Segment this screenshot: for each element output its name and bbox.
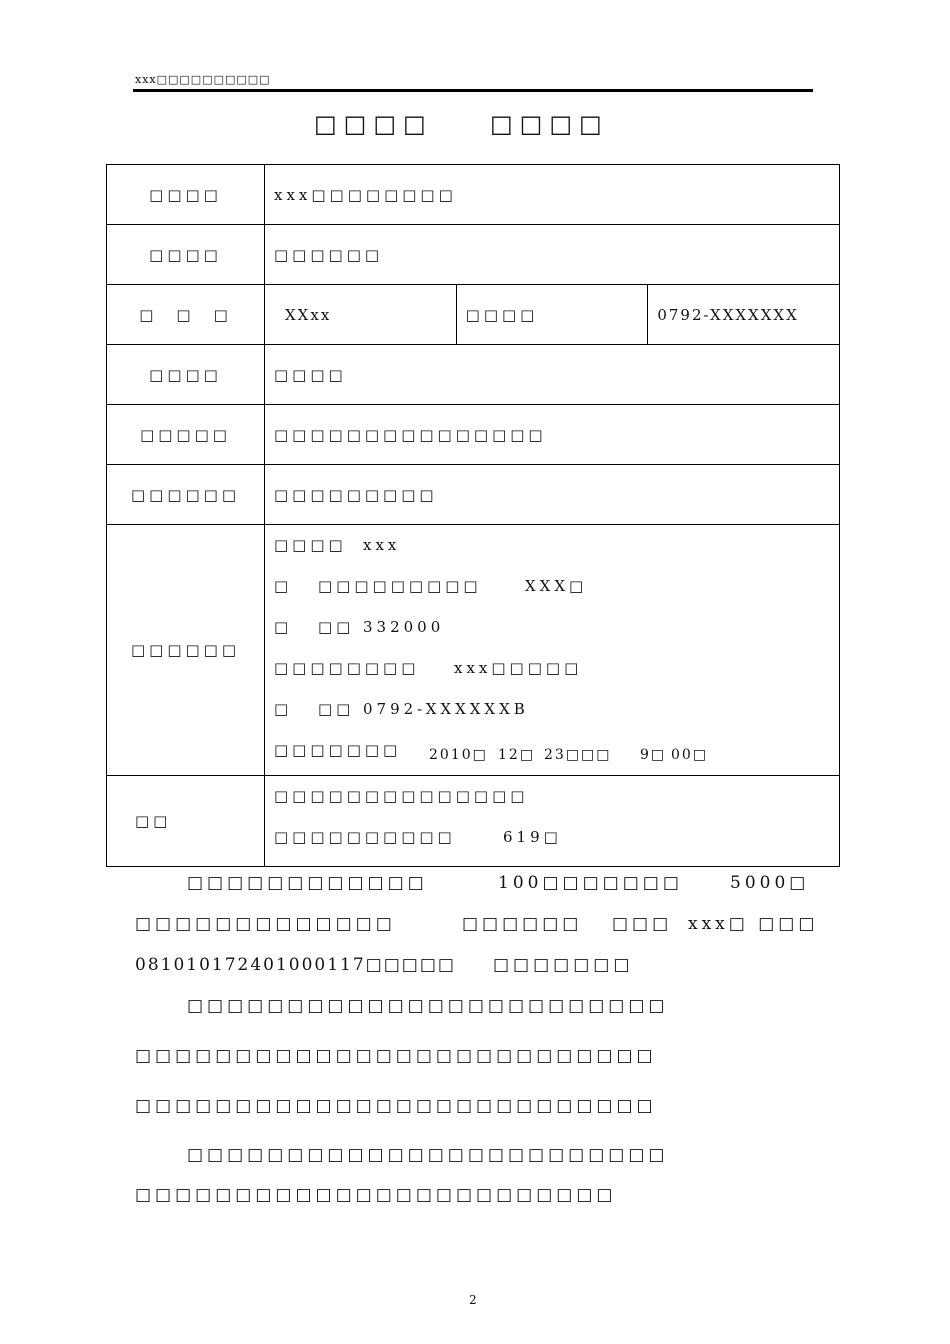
table-row bbox=[107, 345, 840, 405]
body-text: □□□□□□□□□□□□□ bbox=[135, 914, 396, 934]
table-row bbox=[107, 165, 840, 225]
info-table bbox=[106, 164, 840, 867]
row-label: □□□□□□ bbox=[107, 525, 265, 776]
row-value-secondary: 0792-XXXXXXX bbox=[648, 285, 840, 345]
table-row bbox=[107, 285, 840, 345]
body-text: 081010172401000117□□□□□ bbox=[135, 955, 456, 975]
meeting-month: 12□ bbox=[498, 747, 536, 763]
remark-text: □□□□□□□□□□ bbox=[274, 828, 456, 846]
row-label: □□□□□□ bbox=[107, 465, 265, 525]
contact-text: □□□□□□□ bbox=[274, 741, 402, 759]
body-text: □□□□□□□□□□□□□□□□□□□□□□□□□□ bbox=[135, 1046, 657, 1066]
contact-text: □ bbox=[274, 618, 293, 636]
contact-line bbox=[274, 525, 839, 566]
contact-block bbox=[265, 525, 840, 776]
body-text: □□□□□□□□□□□□□□□□□□□□□□□□ bbox=[187, 996, 669, 1016]
row-value: xxx□□□□□□□□ bbox=[265, 165, 840, 225]
contact-line bbox=[274, 607, 839, 648]
row-value: XXxx bbox=[265, 285, 457, 345]
remark-text: 619□ bbox=[503, 828, 562, 846]
body-text: □□□□□□□□□□□□□□□□□□□□□□□□□□ bbox=[135, 1096, 657, 1116]
row-label: □□□□□ bbox=[107, 405, 265, 465]
contact-line bbox=[274, 566, 839, 607]
meeting-hour: 9□ bbox=[640, 747, 667, 763]
contact-line bbox=[274, 648, 839, 689]
row-value: □□□□ bbox=[265, 345, 840, 405]
row-label: □□□□ bbox=[107, 165, 265, 225]
contact-text: 0792-XXXXXXB bbox=[363, 700, 529, 718]
remark-line bbox=[274, 776, 839, 817]
body-text: 5000□ bbox=[730, 873, 810, 893]
table-row-contact bbox=[107, 525, 840, 776]
remark-block bbox=[265, 776, 840, 867]
table-row bbox=[107, 465, 840, 525]
contact-text: XXX□ bbox=[525, 577, 588, 595]
contact-text: xxx bbox=[363, 536, 401, 554]
row-value: □□□□□□ bbox=[265, 225, 840, 285]
contact-text: □□□□ bbox=[274, 536, 347, 554]
remark-line bbox=[274, 817, 839, 858]
contact-line bbox=[274, 730, 839, 771]
row-label-secondary: □□□□ bbox=[456, 285, 648, 345]
contact-text: 332000 bbox=[363, 618, 445, 636]
body-text: □□□ bbox=[612, 914, 673, 934]
meeting-minute: 00□ bbox=[671, 747, 709, 763]
table-row bbox=[107, 405, 840, 465]
body-text: □□□□□□□□□□□□□□□□□□□□□□□□ bbox=[187, 1145, 669, 1165]
row-label: □□□□ bbox=[107, 225, 265, 285]
meeting-year: 2010□ bbox=[429, 747, 488, 763]
header-rule bbox=[133, 89, 813, 92]
document-title-right: □□□□ bbox=[490, 110, 609, 138]
row-value: □□□□□□□□□□□□□□□ bbox=[265, 405, 840, 465]
remark-text: □□□□□□□□□□□□□□ bbox=[274, 787, 529, 805]
contact-text: □ bbox=[274, 700, 293, 718]
body-text: xxx□ □□□ bbox=[688, 914, 819, 934]
table-row-remark bbox=[107, 776, 840, 867]
contact-text: xxx□□□□□ bbox=[454, 659, 583, 677]
row-value: □□□□□□□□□ bbox=[265, 465, 840, 525]
table-row bbox=[107, 225, 840, 285]
row-label: □□□□ bbox=[107, 345, 265, 405]
contact-text: □□□□□□□□ bbox=[274, 659, 420, 677]
contact-text: □ bbox=[274, 577, 293, 595]
contact-text: □□ bbox=[318, 700, 355, 718]
row-label: □□ bbox=[107, 776, 265, 867]
body-text: □□□□□□ bbox=[462, 914, 583, 934]
meeting-day: 23□□□ bbox=[544, 747, 612, 763]
document-title-left: □□□□ bbox=[314, 110, 433, 138]
body-text: □□□□□□□□□□□□□□□□□□□□□□□□ bbox=[135, 1185, 617, 1205]
contact-text: □□ bbox=[318, 618, 355, 636]
row-label: □ □ □ bbox=[107, 285, 265, 345]
contact-text: □□□□□□□□□ bbox=[318, 577, 482, 595]
body-text: □□□□□□□□□□□□ bbox=[187, 873, 428, 893]
contact-line bbox=[274, 689, 839, 730]
running-header: xxx□□□□□□□□□□ bbox=[135, 73, 271, 86]
body-text: 100□□□□□□□ bbox=[498, 873, 683, 893]
body-text: □□□□□□□ bbox=[493, 955, 634, 975]
page-number: 2 bbox=[469, 1293, 477, 1307]
